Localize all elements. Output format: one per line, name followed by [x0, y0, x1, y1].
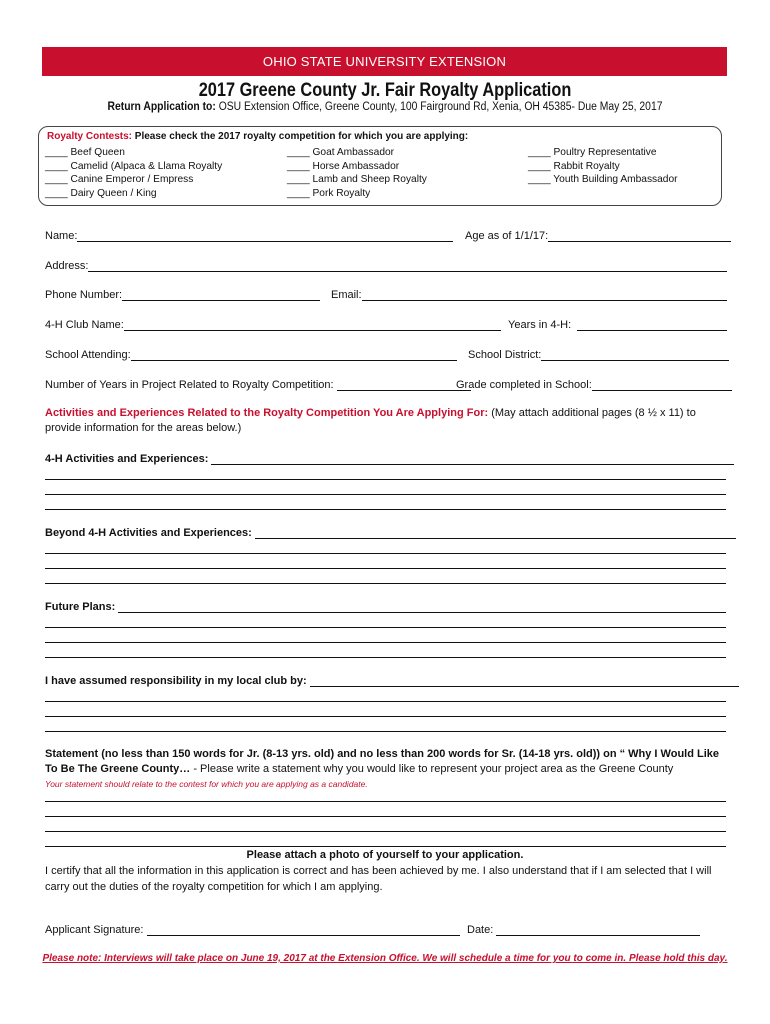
statement-line[interactable] — [45, 831, 726, 832]
grade-row — [456, 378, 732, 394]
responsibility-line[interactable] — [45, 716, 726, 717]
address-field[interactable] — [88, 259, 727, 272]
return-text: OSU Extension Office, Greene County, 100 Fairground Rd, Xenia, OH 45385- Due May 25, 2017 — [215, 101, 663, 113]
contest-option[interactable]: ____ Pork Royalty — [287, 187, 371, 199]
date-field[interactable] — [496, 923, 700, 936]
contest-option[interactable]: ____ Canine Emperor / Empress — [45, 174, 194, 185]
beyond-4h-field[interactable] — [255, 526, 736, 539]
club-field[interactable] — [124, 318, 501, 331]
address-row — [45, 259, 727, 275]
years-project-label: Number of Years in Project Related to Royalty Competition: — [45, 379, 334, 391]
address-label: Address: — [45, 260, 89, 272]
contest-option[interactable]: ____ Lamb and Sheep Royalty — [287, 174, 427, 185]
photo-instruction: Please attach a photo of yourself to your application. — [246, 849, 524, 861]
interview-note: Please note: Interviews will take place on June 19, 2017 at the Extension Office. We will schedule a time for you to come in. Please hold this day. — [42, 953, 728, 964]
district-label: School District: — [468, 349, 542, 361]
certification-text: I certify that all the information in this application is correct and has been achieved by me. I also understand that if I am selected that I will carry out the duties of the royalty competition for which I am applying. — [45, 865, 712, 893]
beyond-4h-row — [45, 526, 736, 542]
contest-option[interactable]: ____ Poultry Representative — [528, 147, 657, 158]
phone-label: Phone Number: — [45, 289, 123, 301]
future-plans-field[interactable] — [118, 600, 726, 613]
club-row — [45, 318, 501, 334]
contest-option[interactable]: ____ Goat Ambassador — [287, 147, 395, 158]
age-label: Age as of 1/1/17: — [465, 230, 549, 242]
return-address — [39, 101, 732, 113]
years-4h-row — [508, 318, 727, 334]
future-plans-label: Future Plans: — [45, 601, 116, 613]
club-label: 4-H Club Name: — [45, 319, 124, 331]
contest-option[interactable]: ____ Rabbit Royalty — [528, 160, 620, 172]
page-title: 2017 Greene County Jr. Fair Royalty Application — [198, 80, 572, 101]
contest-option[interactable]: ____ Dairy Queen / King — [45, 187, 157, 199]
future-plans-line[interactable] — [45, 657, 726, 658]
contest-option[interactable]: ____ Youth Building Ambassador — [528, 174, 678, 185]
signature-label: Applicant Signature: — [45, 924, 144, 936]
statement-heading: Statement (no less than 150 words for Jr. (8-13 yrs. old) and no less than 200 words for Sr. (14-18 yrs. old)) on “ Why I Would Like To Be The Greene County… — [45, 748, 720, 775]
beyond-4h-line[interactable] — [45, 583, 726, 584]
contests-instruction: Please check the 2017 royalty competition for which you are applying: — [132, 131, 469, 142]
age-field[interactable] — [548, 229, 731, 242]
beyond-4h-label: Beyond 4-H Activities and Experiences: — [45, 527, 252, 539]
school-row — [45, 348, 457, 364]
activities-4h-line[interactable] — [45, 494, 726, 495]
statement-line[interactable] — [45, 801, 726, 802]
contests-column-1 — [45, 146, 222, 200]
email-row — [331, 288, 727, 304]
activities-4h-line[interactable] — [45, 479, 726, 480]
statement-instructions — [45, 747, 727, 792]
future-plans-row — [45, 600, 726, 616]
age-row — [465, 229, 731, 245]
responsibility-label: I have assumed responsibility in my local club by: — [45, 675, 307, 687]
statement-text: - Please write a statement why you would like to represent your project area as the Greene County — [190, 763, 674, 775]
years-4h-label: Years in 4-H: — [508, 319, 572, 331]
activities-heading-title: Activities and Experiences Related to the Royalty Competition You Are Applying For: — [45, 407, 489, 419]
activities-heading — [45, 406, 727, 436]
activities-4h-field[interactable] — [211, 452, 734, 465]
email-field[interactable] — [362, 288, 727, 301]
name-label: Name: — [45, 230, 78, 242]
beyond-4h-line[interactable] — [45, 553, 726, 554]
future-plans-line[interactable] — [45, 642, 726, 643]
contests-label: Royalty Contests: — [47, 131, 133, 142]
phone-row — [45, 288, 320, 304]
contest-option[interactable]: ____ Camelid (Alpaca & Llama Royalty — [45, 160, 223, 172]
phone-field[interactable] — [122, 288, 320, 301]
school-field[interactable] — [131, 348, 457, 361]
responsibility-field[interactable] — [310, 674, 739, 687]
email-label: Email: — [331, 289, 362, 301]
name-row — [45, 229, 453, 245]
school-label: School Attending: — [45, 349, 131, 361]
royalty-contests-box — [38, 126, 722, 206]
date-label: Date: — [467, 924, 494, 936]
date-row — [467, 923, 700, 939]
responsibility-line[interactable] — [45, 701, 726, 702]
org-banner: OHIO STATE UNIVERSITY EXTENSION — [42, 47, 727, 76]
district-row — [468, 348, 729, 364]
grade-field[interactable] — [592, 378, 732, 391]
beyond-4h-line[interactable] — [45, 568, 726, 569]
activities-4h-label: 4-H Activities and Experiences: — [45, 453, 209, 465]
contests-heading — [47, 131, 468, 142]
contests-column-3 — [528, 146, 678, 187]
years-project-row — [45, 378, 471, 394]
activities-heading-note: (May attach additional pages (8 ½ x 11) to provide information for the areas below.) — [45, 407, 696, 434]
contest-option[interactable]: ____ Horse Ambassador — [287, 160, 400, 172]
statement-line[interactable] — [45, 846, 726, 847]
years-4h-field[interactable] — [577, 318, 727, 331]
contests-column-2 — [287, 146, 427, 200]
signature-field[interactable] — [147, 923, 460, 936]
return-label: Return Application to: — [107, 101, 216, 113]
contest-option[interactable]: ____ Beef Queen — [45, 147, 125, 158]
statement-line[interactable] — [45, 816, 726, 817]
activities-4h-row — [45, 452, 734, 468]
name-field[interactable] — [77, 229, 453, 242]
years-project-field[interactable] — [337, 378, 471, 391]
district-field[interactable] — [541, 348, 729, 361]
future-plans-line[interactable] — [45, 627, 726, 628]
statement-note: Your statement should relate to the contest for which you are applying as a candidate. — [45, 779, 368, 789]
signature-row — [45, 923, 460, 939]
grade-label: Grade completed in School: — [456, 379, 592, 391]
activities-4h-line[interactable] — [45, 509, 726, 510]
responsibility-row — [45, 674, 739, 690]
responsibility-line[interactable] — [45, 731, 726, 732]
